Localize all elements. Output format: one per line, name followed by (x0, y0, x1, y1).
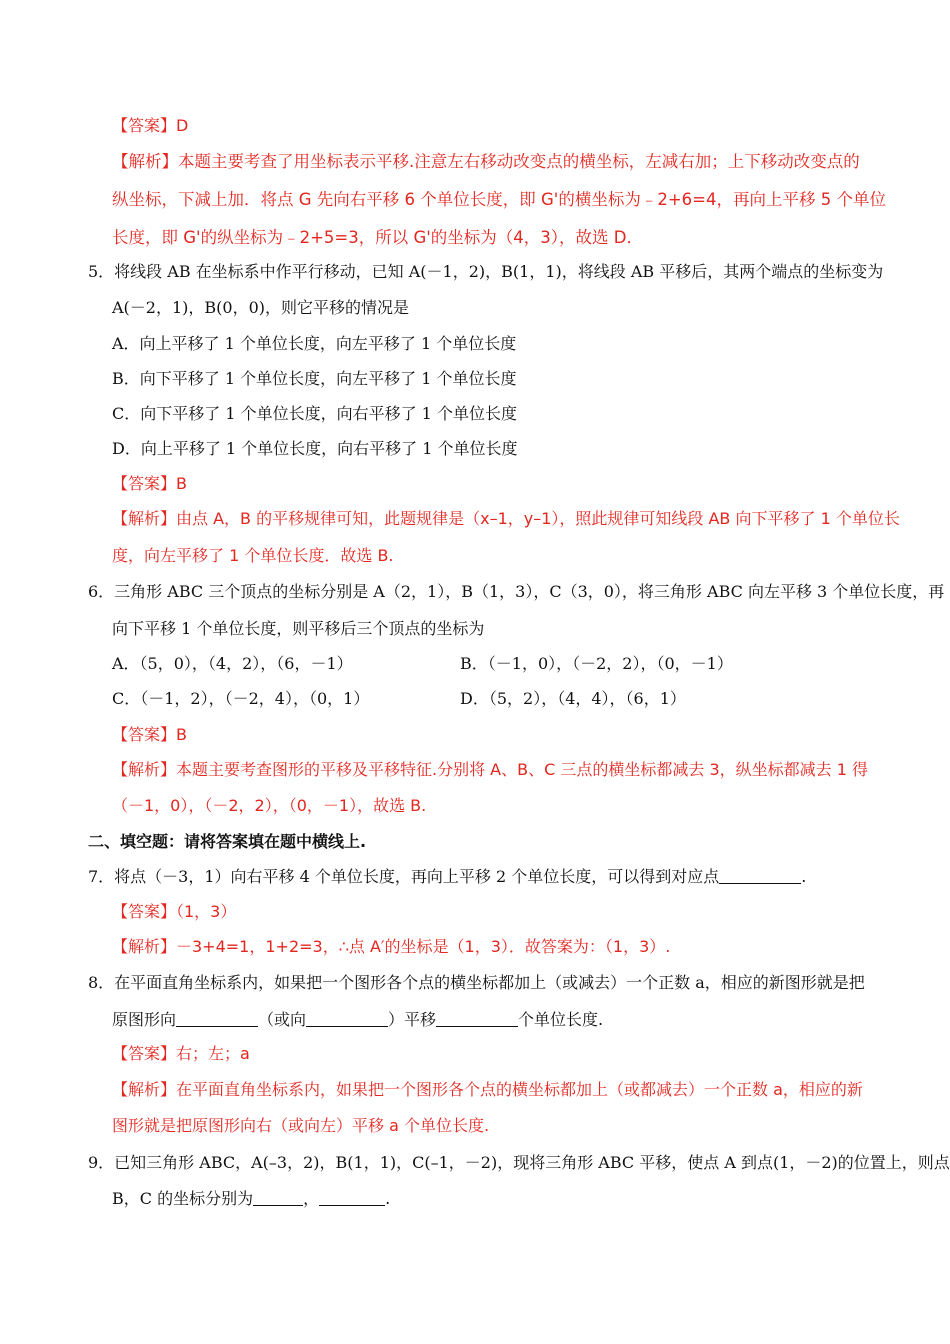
q8-blank-3 (436, 1010, 518, 1027)
q9-part-1: B，C 的坐标分别为 (112, 1189, 254, 1208)
q5-stem-line-2: A(－2，1)，B(0，0)，则它平移的情况是 (112, 298, 410, 317)
q9-stem-line-2 (112, 1188, 390, 1210)
q4-analysis-line-3: 长度，即 G'的纵坐标为﹣2+5=3，所以 G'的坐标为（4，3），故选 D． (112, 228, 643, 247)
q5-option-a: A．向上平移了 1 个单位长度，向左平移了 1 个单位长度 (112, 334, 517, 353)
q4-analysis-line-1: 【解析】本题主要考查了用坐标表示平移.注意左右移动改变点的横坐标，左减右加；上下移动改变点的 (112, 152, 860, 171)
q7-answer: 【答案】（1，3） (112, 902, 237, 921)
section-heading-fill-in: 二、填空题：请将答案填在题中横线上. (88, 832, 367, 851)
q6-answer: 【答案】B (112, 725, 187, 744)
q6-analysis-line-1: 【解析】本题主要考查图形的平移及平移特征.分别将 A、B、C 三点的横坐标都减去 3，纵坐标都减去 1 得 (112, 760, 868, 779)
q6-option-d: D．（5，2），（4，4），（6，1） (460, 689, 686, 708)
q6-option-b: B．（－1，0），（－2，2），（0，－1） (460, 654, 733, 673)
q9-blank-2 (319, 1189, 385, 1206)
q8-answer: 【答案】右；左；a (112, 1044, 250, 1063)
q9-part-2: ， (303, 1189, 320, 1208)
q8-blank-2 (306, 1010, 388, 1027)
q7-stem-text: 7．将点（－3，1）向右平移 4 个单位长度，再向上平移 2 个单位长度，可以得到对应点 (88, 867, 720, 886)
q6-stem-line-2: 向下平移 1 个单位长度，则平移后三个顶点的坐标为 (112, 619, 485, 638)
q4-answer: 【答案】D (112, 116, 189, 135)
q5-option-d: D．向上平移了 1 个单位长度，向右平移了 1 个单位长度 (112, 439, 518, 458)
q8-analysis-line-1: 【解析】在平面直角坐标系内，如果把一个图形各个点的横坐标都加上（或都减去）一个正数 a，相应的新 (112, 1080, 863, 1099)
q6-stem-line-1: 6．三角形 ABC 三个顶点的坐标分别是 A（2，1），B（1，3），C（3，0），将三角形 ABC 向左平移 3 个单位长度，再 (88, 582, 945, 601)
q6-option-a: A．（5，0），（4，2），（6，－1） (112, 654, 353, 673)
q6-analysis-line-2: （－1，0），（－2，2），（0，－1），故选 B. (112, 796, 427, 815)
q8-analysis-line-2: 图形就是把原图形向右（或向左）平移 a 个单位长度. (112, 1116, 490, 1135)
q8-stem-line-2 (112, 1009, 603, 1031)
q7-stem-end: . (801, 867, 807, 886)
q5-option-c: C．向下平移了 1 个单位长度，向右平移了 1 个单位长度 (112, 404, 517, 423)
q5-analysis-line-2: 度，向左平移了 1 个单位长度．故选 B. (112, 546, 394, 565)
q8-part-1: 原图形向 (112, 1010, 177, 1029)
q8-blank-1 (176, 1010, 258, 1027)
q7-blank (719, 867, 801, 884)
q5-stem-line-1: 5．将线段 AB 在坐标系中作平行移动，已知 A(－1，2)，B(1，1)，将线段 AB 平移后，其两个端点的坐标变为 (88, 262, 884, 281)
q8-part-2: （或向 (258, 1010, 307, 1029)
q5-analysis-line-1: 【解析】由点 A，B 的平移规律可知，此题规律是（x–1，y–1），照此规律可知线段 AB 向下平移了 1 个单位长 (112, 509, 900, 528)
q8-part-3: ）平移 (388, 1010, 437, 1029)
q6-option-c: C．（－1，2），（－2，4），（0，1） (112, 689, 370, 708)
q7-stem (88, 866, 806, 888)
q4-analysis-line-2: 纵坐标，下减上加．将点 G 先向右平移 6 个单位长度，即 G'的横坐标为﹣2+6=4，再向上平移 5 个单位 (112, 190, 886, 209)
q9-blank-1 (253, 1189, 303, 1206)
q5-answer: 【答案】B (112, 474, 187, 493)
q5-option-b: B．向下平移了 1 个单位长度，向左平移了 1 个单位长度 (112, 369, 517, 388)
q9-part-3: . (385, 1189, 391, 1208)
q7-analysis: 【解析】－3+4=1，1+2=3，∴点 A′的坐标是（1，3）．故答案为：（1，3）. (112, 937, 671, 956)
q9-stem-line-1: 9．已知三角形 ABC，A(–3，2)，B(1，1)，C(–1，－2)，现将三角形 ABC 平移，使点 A 到点(1，－2)的位置上，则点 (88, 1153, 950, 1172)
q8-stem-line-1: 8．在平面直角坐标系内，如果把一个图形各个点的横坐标都加上（或减去）一个正数 a，相应的新图形就是把 (88, 973, 865, 992)
q8-part-4: 个单位长度. (518, 1010, 604, 1029)
